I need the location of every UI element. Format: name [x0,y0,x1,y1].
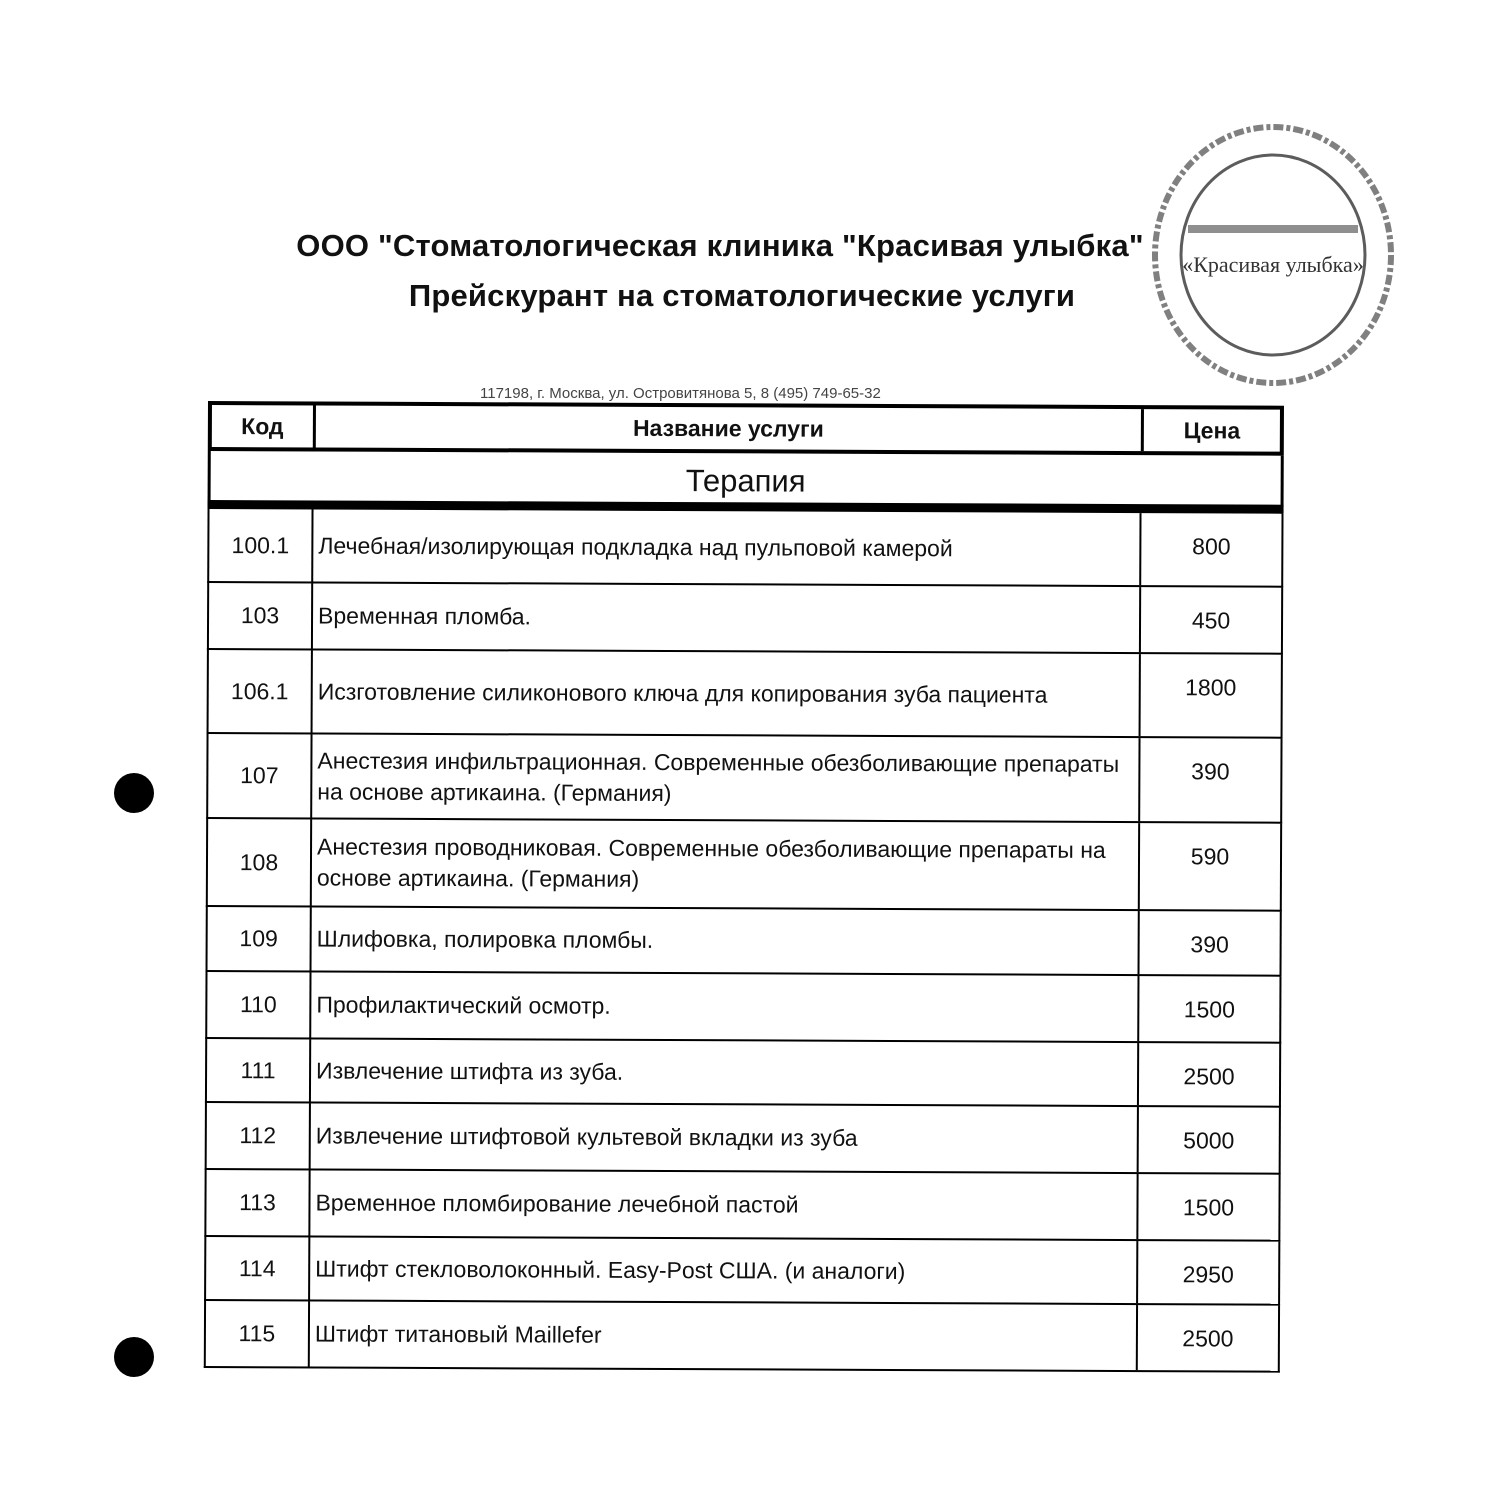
table-row [206,734,1282,824]
table-header [208,401,1284,456]
row-code: 103 [209,583,313,648]
stamp-text: «Красивая улыбка» [1182,252,1364,277]
punch-hole [114,773,154,813]
row-price: 1500 [1183,996,1235,1023]
punch-hole [114,1337,154,1377]
table-row [207,650,1283,739]
section-therapy: Терапия [208,451,1284,514]
row-code: 113 [206,1170,310,1235]
clinic-stamp [1148,120,1398,390]
row-name: Извлечение штифта из зуба. [311,1039,1139,1105]
row-code: 110 [207,972,311,1037]
row-code: 106.1 [209,650,313,732]
row-name: Анестезия проводниковая. Современные обезболивающие препараты на основе артикаина. (Германия) [312,819,1140,909]
row-name: Анестезия инфильтрационная. Современные обезболивающие препараты на основе артикаина. (Германия) [312,734,1140,821]
row-name: Временная пломба. [313,583,1141,652]
row-code: 107 [208,734,312,817]
table-row [206,907,1282,977]
row-code: 109 [208,907,312,970]
table-row [207,583,1283,655]
column-code: Код [212,405,316,447]
row-name: Лечебная/изолирующая подкладка над пульповой камерой [313,509,1141,585]
table-row [205,1103,1281,1175]
column-name: Название услуги [316,405,1144,451]
row-price: 2500 [1182,1325,1234,1352]
table-row [206,819,1282,912]
row-name: Исзготовление силиконового ключа для копирования зуба пациента [313,650,1141,736]
row-code: 115 [206,1301,310,1366]
row-price: 2950 [1182,1261,1234,1288]
clinic-address: 117198, г. Москва, ул. Островитянова 5, 8 (495) 749-65-32 [480,385,881,402]
row-name: Извлечение штифтовой культевой вкладки из зуба [311,1103,1139,1172]
row-price: 1800 [1185,674,1237,701]
price-list-title: Прейскурант на стоматологические услуги [408,278,1076,313]
row-price: 800 [1192,533,1231,560]
row-price: 5000 [1183,1127,1235,1154]
row-name: Временное пломбирование лечебной пастой [310,1170,1138,1239]
row-price: 1500 [1182,1194,1235,1221]
row-code: 100.1 [209,509,313,581]
table-row [204,1237,1280,1306]
row-name: Шлифовка, полировка пломбы. [312,907,1140,974]
row-price: 450 [1191,607,1231,634]
row-name: Штифт стекловолоконный. Easy-Post США. (и аналоги) [310,1237,1138,1303]
row-price: 390 [1190,931,1229,958]
table-row [204,1170,1280,1242]
price-table [204,401,1284,1373]
table-row [205,972,1281,1044]
column-price: Цена [1183,416,1241,444]
table-row [204,1301,1280,1373]
row-code: 114 [206,1237,310,1299]
clinic-name: ООО "Стоматологическая клиника "Красивая улыбка" [296,228,1144,263]
table-row [207,509,1283,588]
row-code: 112 [207,1103,311,1168]
row-name: Штифт титановый Maillefer [310,1301,1138,1370]
row-code: 111 [207,1039,311,1101]
row-name: Профилактический осмотр. [311,972,1139,1041]
row-price: 390 [1191,758,1230,785]
row-price: 590 [1190,843,1230,870]
row-price: 2500 [1183,1063,1235,1090]
table-row [205,1039,1281,1108]
row-code: 108 [208,819,312,905]
